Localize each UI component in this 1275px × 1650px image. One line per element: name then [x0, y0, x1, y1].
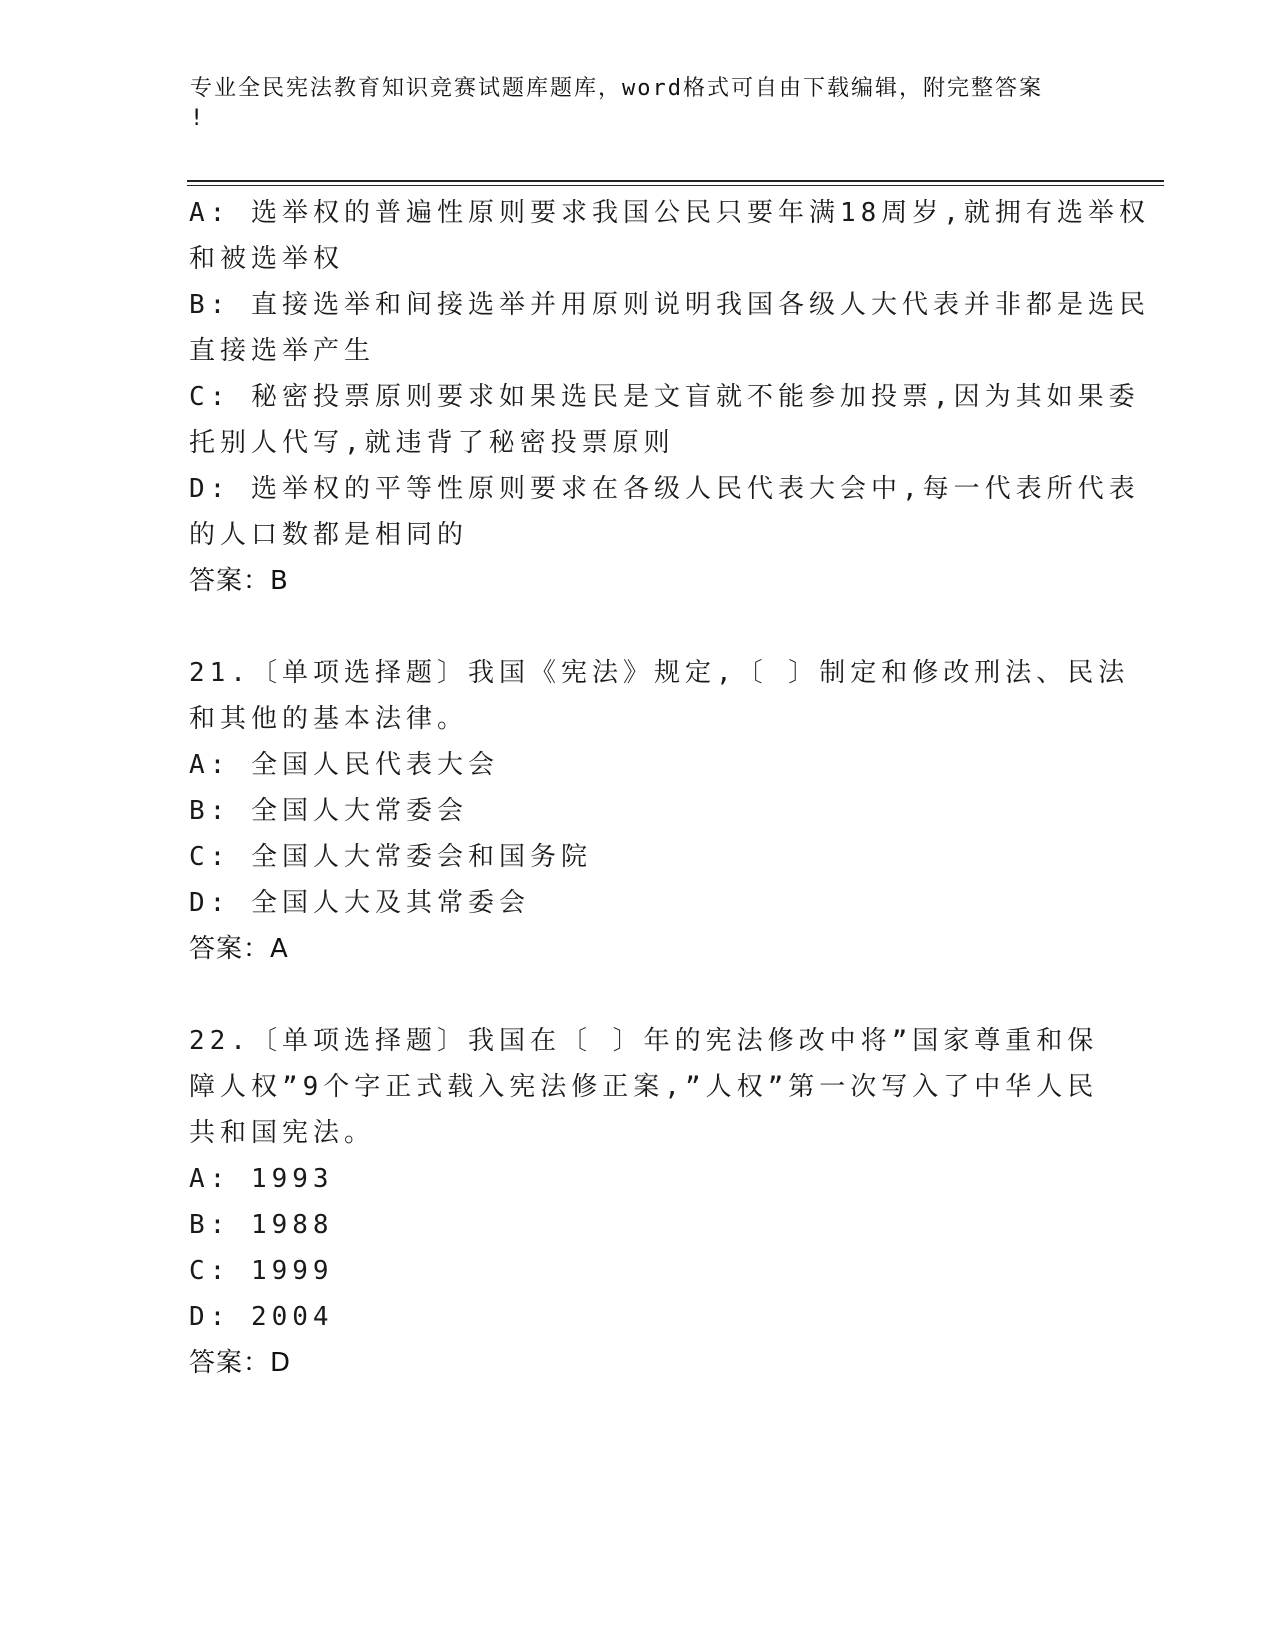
question-22-text-continuation: 障人权”9个字正式载入宪法修正案,”人权”第一次写入了中华人民 [189, 1072, 1099, 1102]
option-b: B: 直接选举和间接选举并用原则说明我国各级人大代表并非都是选民 [189, 290, 1150, 320]
option-c: C: 秘密投票原则要求如果选民是文盲就不能参加投票,因为其如果委 [189, 382, 1140, 412]
question-21-text: 21.〔单项选择题〕我国《宪法》规定,〔 〕制定和修改刑法、民法 [189, 658, 1130, 688]
option-d: D: 选举权的平等性原则要求在各级人民代表大会中,每一代表所代表 [189, 474, 1140, 504]
spacer [189, 972, 1089, 1018]
question-22 [189, 1018, 1099, 1386]
option-b: B: 1988 [189, 1210, 334, 1240]
option-d: D: 2004 [189, 1302, 334, 1332]
question-21 [189, 650, 1130, 972]
question-20-options [189, 190, 1150, 558]
option-c: C: 1999 [189, 1256, 334, 1286]
header-title: 专业全民宪法教育知识竞赛试题库题库，word格式可自由下载编辑，附完整答案 [190, 76, 1043, 101]
question-21-answer: 答案：A [189, 934, 289, 964]
document-body [189, 190, 1150, 1386]
option-a: A: 全国人民代表大会 [189, 750, 499, 780]
option-a-continuation: 和被选举权 [189, 244, 345, 274]
question-22-text: 22.〔单项选择题〕我国在〔 〕年的宪法修改中将”国家尊重和保 [189, 1026, 1099, 1056]
document-header [190, 74, 1090, 134]
question-22-answer: 答案：D [189, 1348, 292, 1378]
question-21-text-continuation: 和其他的基本法律。 [189, 704, 469, 734]
spacer [189, 604, 1089, 650]
option-a: A: 1993 [189, 1164, 334, 1194]
option-c: C: 全国人大常委会和国务院 [189, 842, 592, 872]
option-c-continuation: 托别人代写,就违背了秘密投票原则 [189, 428, 675, 458]
option-b-continuation: 直接选举产生 [189, 336, 376, 366]
header-divider-thin [187, 185, 1164, 186]
question-20-answer: 答案：B [189, 566, 289, 596]
option-d-continuation: 的人口数都是相同的 [189, 520, 469, 550]
option-a: A: 选举权的普遍性原则要求我国公民只要年满18周岁,就拥有选举权 [189, 198, 1150, 228]
option-d: D: 全国人大及其常委会 [189, 888, 530, 918]
option-b: B: 全国人大常委会 [189, 796, 468, 826]
header-title-continuation: ! [190, 106, 206, 131]
header-divider [187, 180, 1164, 182]
question-22-text-continuation-2: 共和国宪法。 [189, 1118, 376, 1148]
